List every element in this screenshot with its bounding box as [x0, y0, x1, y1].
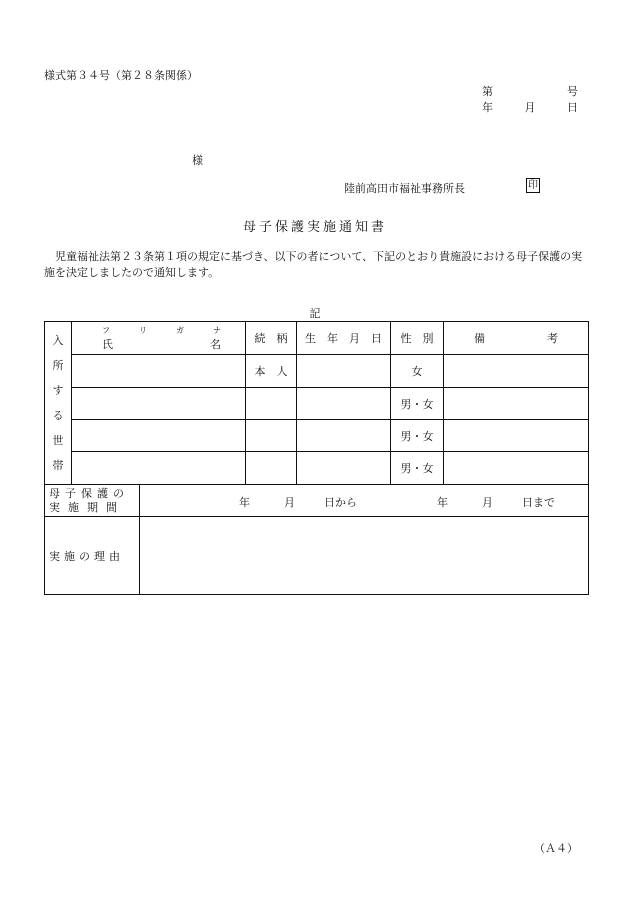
table-row	[45, 355, 589, 388]
furigana-char: フ	[102, 325, 110, 335]
sex-cell: 女	[391, 355, 444, 388]
household-table	[44, 321, 589, 595]
remarks-char: 考	[547, 332, 558, 345]
furigana-char: ガ	[176, 325, 184, 335]
paper-size-footer: （Ａ４）	[534, 842, 578, 855]
remarks-cell	[444, 388, 589, 420]
furigana-header	[76, 325, 241, 336]
name-header	[72, 322, 246, 355]
remarks-header-text	[448, 330, 584, 346]
table-header-row	[45, 322, 589, 355]
side-char: 世	[52, 434, 64, 447]
furigana-char: ナ	[213, 325, 221, 335]
document-title: 母子保護実施通知書	[242, 220, 387, 235]
period-from-month: 月	[284, 495, 295, 509]
birth-date-header: 生 年 月 日	[297, 322, 391, 355]
side-char: 所	[52, 359, 64, 372]
period-label	[45, 485, 140, 517]
household-side-label	[45, 322, 72, 485]
remarks-cell	[444, 452, 589, 485]
date-day: 日	[567, 101, 578, 114]
seal-mark: 印	[528, 180, 538, 191]
reason-row	[45, 517, 589, 595]
period-row	[45, 485, 589, 517]
document-number-line	[482, 83, 578, 99]
period-from-year: 年	[239, 495, 250, 509]
sex-cell: 男・女	[391, 388, 444, 420]
birth-date-cell	[297, 452, 391, 485]
period-to-month: 月	[482, 495, 493, 509]
name-cell	[72, 420, 246, 452]
period-from-suffix: 日から	[324, 495, 357, 509]
birth-date-cell	[297, 420, 391, 452]
sex-header: 性 別	[391, 322, 444, 355]
birth-date-cell	[297, 355, 391, 388]
relation-cell: 本 人	[246, 355, 297, 388]
date-month: 月	[524, 101, 536, 114]
relation-cell	[246, 388, 297, 420]
remarks-cell	[444, 355, 589, 388]
table-row	[45, 420, 589, 452]
name-cell	[72, 388, 246, 420]
birth-date-cell	[297, 388, 391, 420]
sex-cell: 男・女	[391, 452, 444, 485]
sex-cell: 男・女	[391, 420, 444, 452]
table-row	[45, 388, 589, 420]
issuer-title: 陸前高田市福祉事務所長	[344, 182, 465, 195]
side-char: 入	[52, 334, 64, 347]
body-paragraph: 児童福祉法第２３条第１項の規定に基づき、以下の者について、下記のとおり貴施設における母子保護の実施を決定しましたので通知します。	[44, 250, 583, 279]
period-to-suffix: 日まで	[522, 495, 555, 509]
number-suffix: 号	[567, 85, 578, 98]
furigana-char: リ	[139, 325, 147, 335]
name-cell	[72, 355, 246, 388]
period-value-text	[144, 494, 584, 508]
date-year: 年	[482, 101, 493, 114]
name-cell	[72, 452, 246, 485]
table-row	[45, 452, 589, 485]
relation-header: 続 柄	[246, 322, 297, 355]
name-char: 氏	[102, 337, 113, 351]
side-char: す	[52, 384, 64, 397]
period-to-year: 年	[437, 495, 448, 509]
document-date-line	[482, 99, 578, 115]
side-char: る	[52, 409, 64, 422]
ki-heading: 記	[309, 307, 321, 320]
side-char: 帯	[52, 459, 64, 472]
relation-cell	[246, 420, 297, 452]
period-label-line2: 実施期間	[49, 500, 125, 514]
relation-cell	[246, 452, 297, 485]
name-char: 名	[210, 337, 221, 351]
number-prefix: 第	[482, 85, 493, 98]
form-number: 様式第３４号（第２８条関係）	[44, 69, 198, 82]
period-label-line1: 母子保護の	[49, 486, 129, 500]
remarks-cell	[444, 420, 589, 452]
period-value	[140, 485, 589, 517]
shimei-header	[76, 336, 241, 352]
reason-label: 実施の理由	[45, 517, 140, 595]
recipient-honorific: 様	[192, 154, 203, 167]
remarks-header	[444, 322, 589, 355]
remarks-char: 備	[474, 332, 485, 345]
reason-value	[140, 517, 589, 595]
